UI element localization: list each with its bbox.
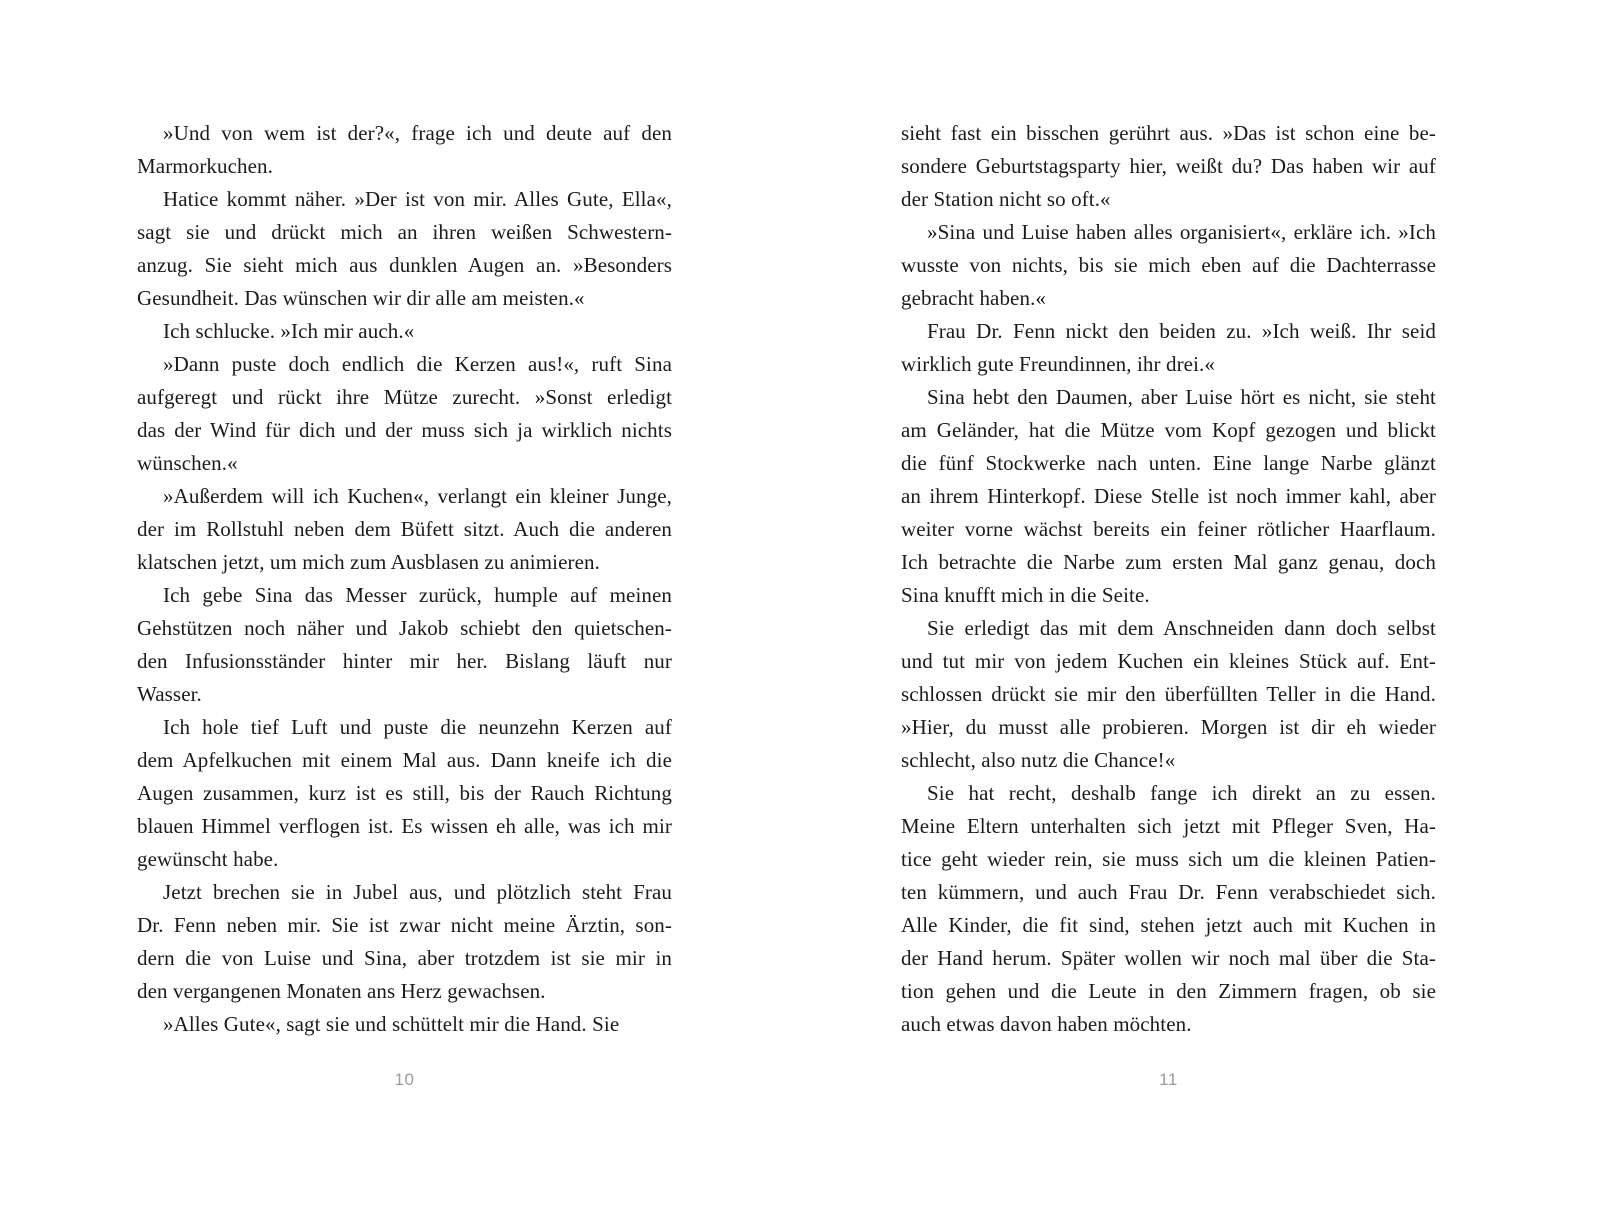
text-line: »Sina und Luise haben alles organisiert«, erkläre ich. »Ich (927, 220, 1436, 244)
page-text (137, 117, 672, 1041)
text-line: Dr. Fenn neben mir. Sie ist zwar nicht meine Ärztin, son- (137, 913, 672, 937)
text-line: der Hand herum. Später wollen wir noch mal über die Sta- (901, 946, 1436, 970)
text-line: der Station nicht so oft.« (901, 187, 1111, 211)
text-line: wirklich gute Freundinnen, ihr drei.« (901, 352, 1215, 376)
text-line: Augen zusammen, kurz ist es still, bis der Rauch Richtung (137, 781, 672, 805)
text-line: »Außerdem will ich Kuchen«, verlangt ein kleiner Junge, (163, 484, 672, 508)
text-line: Jetzt brechen sie in Jubel aus, und plötzlich steht Frau (163, 880, 672, 904)
text-line: auch etwas davon haben möchten. (901, 1012, 1192, 1036)
text-line: blauen Himmel verflogen ist. Es wissen eh alle, was ich mir (137, 814, 672, 838)
text-line: wusste von nichts, bis sie mich eben auf die Dachterrasse (901, 253, 1436, 277)
text-line: dern die von Luise und Sina, aber trotzdem ist sie mir in (137, 946, 672, 970)
text-line: und tut mir von jedem Kuchen ein kleines Stück auf. Ent- (901, 649, 1436, 673)
text-line: schlossen drückt sie mir den überfüllten Teller in die Hand. (901, 682, 1436, 706)
text-line: aufgeregt und rückt ihre Mütze zurecht. »Sonst erledigt (137, 385, 672, 409)
text-line: wünschen.« (137, 451, 238, 475)
text-line: Frau Dr. Fenn nickt den beiden zu. »Ich weiß. Ihr seid (927, 319, 1436, 343)
text-line: Wasser. (137, 682, 202, 706)
text-line: die fünf Stockwerke nach unten. Eine lange Narbe glänzt (901, 451, 1436, 475)
text-line: »Und von wem ist der?«, frage ich und deute auf den (163, 121, 672, 145)
text-line: Ich schlucke. »Ich mir auch.« (163, 319, 415, 343)
text-line: am Geländer, hat die Mütze vom Kopf gezogen und blickt (901, 418, 1436, 442)
text-line: sagt sie und drückt mich an ihren weißen Schwestern- (137, 220, 672, 244)
text-line: dem Apfelkuchen mit einem Mal aus. Dann kneife ich die (137, 748, 672, 772)
text-line: der im Rollstuhl neben dem Büfett sitzt. Auch die anderen (137, 517, 672, 541)
page-left (137, 117, 672, 1177)
text-line: Sina hebt den Daumen, aber Luise hört es nicht, sie steht (927, 385, 1436, 409)
text-line: das der Wind für dich und der muss sich ja wirklich nichts (137, 418, 672, 442)
text-line: Ich betrachte die Narbe zum ersten Mal ganz genau, doch (901, 550, 1436, 574)
text-line: Hatice kommt näher. »Der ist von mir. Alles Gute, Ella«, (163, 187, 672, 211)
text-line: anzug. Sie sieht mich aus dunklen Augen an. »Besonders (137, 253, 672, 277)
text-line: den Infusionsständer hinter mir her. Bislang läuft nur (137, 649, 672, 673)
text-line: Ich hole tief Luft und puste die neunzehn Kerzen auf (163, 715, 672, 739)
text-line: schlecht, also nutz die Chance!« (901, 748, 1176, 772)
text-line: sieht fast ein bisschen gerührt aus. »Das ist schon eine be- (901, 121, 1436, 145)
text-line: weiter vorne wächst bereits ein feiner rötlicher Haarflaum. (901, 517, 1436, 541)
text-line: den vergangenen Monaten ans Herz gewachsen. (137, 979, 546, 1003)
text-line: klatschen jetzt, um mich zum Ausblasen zu animieren. (137, 550, 600, 574)
text-line: Sina knufft mich in die Seite. (901, 583, 1150, 607)
text-line: Alle Kinder, die fit sind, stehen jetzt auch mit Kuchen in (901, 913, 1436, 937)
text-line: Gesundheit. Das wünschen wir dir alle am meisten.« (137, 286, 585, 310)
text-line: Marmorkuchen. (137, 154, 274, 178)
page-right (901, 117, 1436, 1177)
text-line: sondere Geburtstagsparty hier, weißt du? Das haben wir auf (901, 154, 1436, 178)
text-line: gebracht haben.« (901, 286, 1047, 310)
text-line: Meine Eltern unterhalten sich jetzt mit Pfleger Sven, Ha- (901, 814, 1436, 838)
text-line: ten kümmern, und auch Frau Dr. Fenn verabschiedet sich. (901, 880, 1436, 904)
page-number: 10 (394, 1070, 415, 1089)
text-line: Gehstützen noch näher und Jakob schiebt den quietschen- (137, 616, 672, 640)
page-number: 11 (1159, 1070, 1178, 1089)
page-text (901, 117, 1436, 1041)
text-line: Sie hat recht, deshalb fange ich direkt an zu essen. (927, 781, 1436, 805)
text-line: »Hier, du musst alle probieren. Morgen ist dir eh wieder (901, 715, 1436, 739)
text-line: an ihrem Hinterkopf. Diese Stelle ist noch immer kahl, aber (901, 484, 1436, 508)
text-line: »Alles Gute«, sagt sie und schüttelt mir die Hand. Sie (163, 1012, 620, 1036)
text-line: »Dann puste doch endlich die Kerzen aus!«, ruft Sina (163, 352, 672, 376)
text-line: tion gehen und die Leute in den Zimmern fragen, ob sie (901, 979, 1436, 1003)
text-line: Sie erledigt das mit dem Anschneiden dann doch selbst (927, 616, 1436, 640)
text-line: Ich gebe Sina das Messer zurück, humple auf meinen (163, 583, 672, 607)
text-line: tice geht wieder rein, sie muss sich um die kleinen Patien- (901, 847, 1436, 871)
text-line: gewünscht habe. (137, 847, 279, 871)
